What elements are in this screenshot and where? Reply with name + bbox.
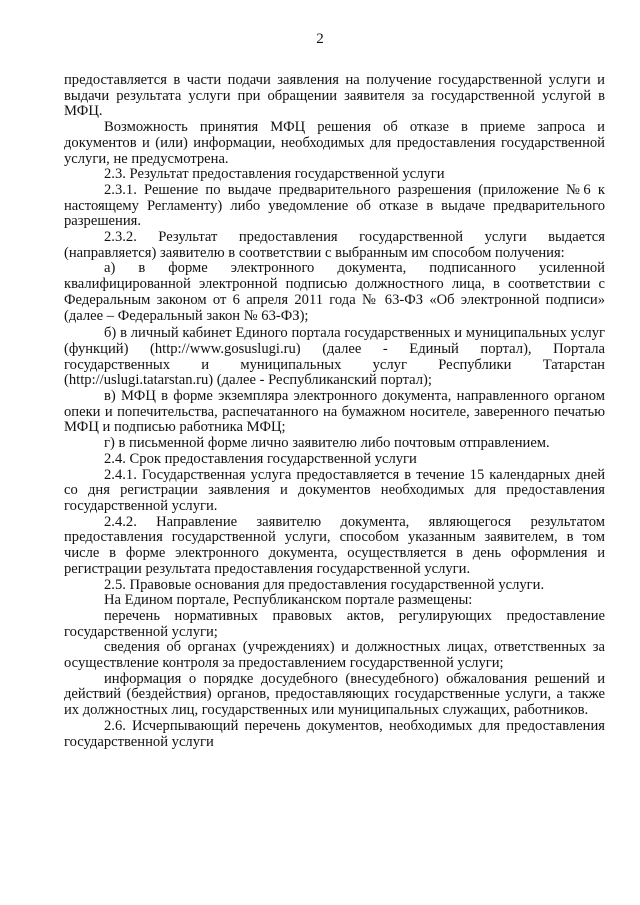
paragraph-responsible-bodies: сведения об органах (учреждениях) и должностных лицах, ответственных за осуществление контроля за предоставлением государственной услуги; — [64, 639, 605, 672]
heading-2-4-term: 2.4. Срок предоставления государственной услуги — [104, 450, 417, 467]
paragraph-mfc-refusal: Возможность принятия МФЦ решения об отказе в приеме запроса и документов и (или) информации, необходимых для предоставления государственной услуги, не предусмотрена. — [64, 119, 605, 167]
heading-2-3-result: 2.3. Результат предоставления государственной услуги — [104, 166, 445, 183]
document-body — [64, 73, 605, 750]
paragraph-regulations-list: перечень нормативных правовых актов, регулирующих предоставление государственной услуги; — [64, 607, 605, 640]
heading-2-6-documents: 2.6. Исчерпывающий перечень документов, необходимых для предоставления государственной услуги — [64, 717, 605, 750]
list-item-a: а) в форме электронного документа, подписанного усиленной квалифицированной электронной подписью должностного лица, в соответствии с Федеральным законом от 6 апреля 2011 года № 63-ФЗ «Об электронной подписи» (далее – Федеральный закон № 63-ФЗ); — [64, 260, 605, 324]
paragraph-2-3-2: 2.3.2. Результат предоставления государственной услуги выдается (направляется) заявителю в соответствии с выбранным им способом получения: — [64, 229, 605, 261]
page-number: 2 — [316, 31, 324, 47]
list-item-g: г) в письменной форме лично заявителю либо почтовым отправлением. — [104, 435, 550, 452]
paragraph-portal-published: На Едином портале, Республиканском портале размещены: — [104, 592, 473, 609]
paragraph-appeal-procedure: информация о порядке досудебного (внесудебного) обжалования решений и действий (бездействия) органов, предоставляющих государственные услуги, а также их должностных лиц, государственных или муниципальных служащих, работников. — [64, 670, 605, 719]
paragraph-2-3-1: 2.3.1. Решение по выдаче предварительного разрешения (приложение №6 к настоящему Регламенту) либо уведомление об отказе в выдаче предварительного разрешения. — [64, 181, 605, 230]
list-item-b: б) в личный кабинет Единого портала государственных и муниципальных услуг (функций) (http://www.gosuslugi.ru) (далее - Единый портал), Портала государственных и муниципальных услуг Республики Татарстан (http://uslugi.tatarstan.ru) (далее - Республиканский портал); — [64, 325, 605, 389]
list-item-v: в) МФЦ в форме экземпляра электронного документа, направленного органом опеки и попечительства, распечатанного на бумажном носителе, заверенного печатью МФЦ и подписью работника МФЦ; — [64, 388, 605, 436]
paragraph-2-4-2: 2.4.2. Направление заявителю документа, являющегося результатом предоставления государственной услуги, способом указанным заявителем, в том числе в форме электронного документа, осуществляется в день оформления и регистрации результата предоставления государственной услуги. — [64, 513, 605, 577]
heading-2-5-legal-basis: 2.5. Правовые основания для предоставления государственной услуги. — [104, 576, 545, 593]
paragraph-mfc-submission: предоставляется в части подачи заявления на получение государственной услуги и выдачи результата услуги при обращении заявителя за государственной услугой в МФЦ. — [64, 72, 605, 120]
paragraph-2-4-1: 2.4.1. Государственная услуга предоставляется в течение 15 календарных дней со дня регистрации заявления и документов необходимых для предоставления государственной услуги. — [64, 466, 605, 514]
